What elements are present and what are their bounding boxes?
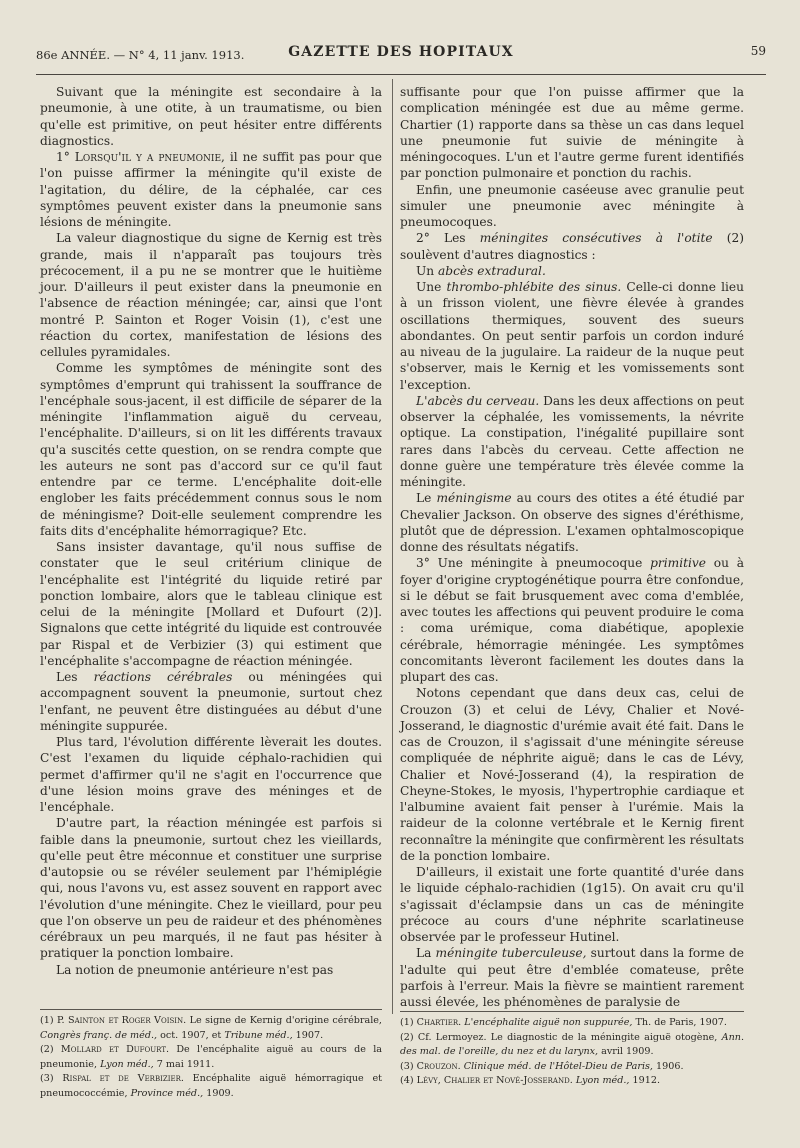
paragraph <box>40 734 382 815</box>
footnote-text: avril 1909. <box>598 1046 654 1058</box>
footnote <box>400 1016 744 1031</box>
footnotes-right <box>400 1016 744 1089</box>
paragraph-text: (2) soulèvent d'autres diagnostics : <box>400 231 744 262</box>
emphasis: méningites consécutives à l'otite <box>479 231 713 246</box>
paragraph-text: Notons cependant que dans deux cas, celui de Crouzon (3) et celui de Lévy, Chalier et Nové-Josserand, le diagnostic d'urémie avait été fait. Dans le cas de Crouzon, il s'agissait d'une méningite séreuse compliquée de néphrite aiguë; dans le cas de Lévy, Chalier et Nové-Josserand (4), la respiration de Cheyne-Stokes, le myosis, l'hypertrophie cardiaque et l'albumine avaient fait penser à l'urémie. Mais la raideur de la colonne vertébrale et le Kernig firent reconnaître la méningite que confirmèrent les résultats de la ponction lombaire. <box>400 686 744 863</box>
paragraph-text: Dans les deux affections on peut observer la céphalée, les vomissements, la névrite optique. La constipation, l'inégalité pupillaire sont rares dans l'abcès du cerveau. Cette affection ne donne guère une température très élevée comme la méningite. <box>400 393 745 489</box>
footnote-authors: Crouzon. <box>416 1060 461 1072</box>
footnote-text: 1912. <box>629 1075 660 1087</box>
footnote-number: (2) <box>400 1031 418 1043</box>
footnote <box>400 1060 744 1075</box>
footnote-number: (3) <box>40 1073 63 1085</box>
footnote-number: (1) <box>40 1015 58 1026</box>
footnote-text: Cf. Lermoyez. Le diagnostic de la méningite aiguë otogène, <box>417 1031 722 1043</box>
paragraph-text: ou à foyer d'origine cryptogénétique pourra être confondue, si le début se fait brusquement avec coma d'emblée, avec toutes les affections qui peuvent produire le coma : coma urémique, coma diabétique, apoplexie cérébrale, hémorragie méningée. Les symptômes concomitants lèveront facilement les doutes dans la plupart des cas. <box>400 556 744 684</box>
emphasis: méningite tuberculeuse, <box>435 946 587 961</box>
paragraph-text: surtout dans la forme de l'adulte qui peut être d'emblée comateuse, prête parfois à l'erreur. Mais la fièvre se maintient rarement aussi élevée, les phénomènes de paralysie de <box>400 946 745 1009</box>
footnote <box>40 1043 382 1072</box>
paragraph-text: ou méningées qui accompagnent souvent la pneumonie, surtout chez l'enfant, ne peuvent être distinguées au début d'une méningite suppurée. <box>40 670 382 733</box>
right-column <box>400 84 744 1010</box>
footnote-authors: P. Sainton et Roger Voisin. <box>57 1015 187 1026</box>
footnote-text: Th. de Paris, 1907. <box>632 1017 727 1028</box>
footnote-source: Ann. des mal. de l'oreille, du nez et du larynx, <box>400 1031 744 1058</box>
page-header <box>36 40 766 70</box>
paragraph <box>40 84 382 149</box>
paragraph <box>40 815 382 961</box>
paragraph-text: La valeur diagnostique du signe de Kernig est très grande, mais il n'apparaît pas toujours très précocement, il a pu ne se montrer que le huitième jour. D'ailleurs il peut exister dans la pneumonie en l'absence de réaction méningée; car, ainsi que l'ont montré P. Sainton et Roger Voisin (1), c'est une réaction du cortex, manifestation de lésions des cellules pyramidales. <box>40 231 382 359</box>
footnote-text: Le signe de Kernig d'origine cérébrale, <box>186 1015 382 1026</box>
paragraph-text: Sans insister davantage, qu'il nous suffise de constater que le seul critérium clinique de l'encéphalite est l'intégrité du liquide retiré par ponction lombaire, alors que le tableau clinique est celui de la méningite [Mollard et Dufourt (2)]. Signalons que cette intégrité du liquide est controuvée par Rispal et de Verbizier (3) qui estiment que l'encéphalite s'accompagne de réaction méningée. <box>40 540 382 668</box>
paragraph <box>400 490 744 555</box>
paragraph-text: Comme les symptômes de méningite sont des symptômes d'emprunt qui trahissent la souffrance de l'encéphale sous-jacent, il est difficile de séparer de la méningite l'inflammation aiguë du cerveau, l'encéphalite. D'ailleurs, si on lit les différents travaux qu'a suscités cette question, on se rendra compte que les auteurs ne sont pas d'accord sur ce qu'il faut entendre par ce terme. L'encéphalite doit-elle englober les faits précédemment connus sous le nom de méningisme? Doit-elle seulement comprendre les faits dits d'encéphalite hémorragique? Etc. <box>40 361 382 538</box>
footnote-source: Clinique méd. de l'Hôtel-Dieu de Paris, <box>463 1060 653 1072</box>
emphasis: abcès extradural. <box>438 263 546 278</box>
paragraph <box>400 263 744 279</box>
paragraph <box>40 539 382 669</box>
paragraph <box>40 962 382 978</box>
paragraph <box>40 149 382 230</box>
paragraph <box>400 555 744 685</box>
paragraph-text: D'ailleurs, il existait une forte quantité d'urée dans le liquide céphalo-rachidien (1g15). On avait cru qu'il s'agissait d'éclampsie dans un cas de méningite précoce au cours d'une néphrite scarlatineuse observée par le professeur Hutinel. <box>400 865 744 944</box>
emphasis: primitive <box>650 556 706 571</box>
paragraph <box>400 945 744 1010</box>
paragraph <box>400 864 744 945</box>
paragraph-text: au cours des otites a été étudié par Chevalier Jackson. On observe des signes d'éréthisme, plutôt que de dépression. L'examen ophtalmoscopique donne des résultats négatifs. <box>400 491 744 554</box>
paragraph-text: Celle-ci donne lieu à un frisson violent, une fièvre élevée à grandes oscillations thermiques, souvent des sueurs abondantes. On peut sentir parfois un cordon induré au niveau de la jugulaire. La raideur de la nuque peut s'observer, mais le Kernig et les vomissements sont l'exception. <box>400 280 744 392</box>
paragraph-text: Les <box>56 670 94 684</box>
emphasis: thrombo-phlébite des sinus. <box>446 280 622 294</box>
footnote-source: Province méd., <box>130 1087 204 1099</box>
emphasis: L'abcès du cerveau. <box>416 393 540 408</box>
footnote-text: Encéphalite aiguë hémorragique et pneumococcémie, <box>40 1073 382 1099</box>
paragraph <box>400 230 744 263</box>
footnote <box>400 1074 744 1089</box>
column-divider <box>392 79 393 1014</box>
paragraph <box>400 685 744 864</box>
emphasis: méningisme <box>436 491 512 506</box>
page-number: 59 <box>750 44 766 58</box>
paragraph <box>40 360 382 539</box>
footnote <box>40 1072 382 1101</box>
header-rule <box>36 74 766 75</box>
paragraph-text: D'autre part, la réaction méningée est parfois si faible dans la pneumonie, surtout chez les vieillards, qu'elle peut être méconnue et constituer une surprise d'autopsie ou se révéler seulement par l'hémiplégie qui, nous l'avons vu, est assez souvent en rapport avec l'évolution d'une méningite. Chez le vieillard, pour peu que l'on observe un peu de raideur et des phénomènes cérébraux un peu marqués, il ne faut pas hésiter à pratiquer la ponction lombaire. <box>40 816 382 961</box>
footnotes-left <box>40 1014 382 1102</box>
paragraph-text: il ne suffit pas pour que l'on puisse affirmer la méningite qu'il existe de l'agitation, du délire, de la céphalée, car ces symptômes peuvent exister dans la pneumonie sans lésions de méningite. <box>40 150 382 229</box>
footnote-text: 1906. <box>653 1060 684 1072</box>
paragraph <box>400 393 744 491</box>
paragraph-text: Le <box>416 491 437 506</box>
paragraph-text: Plus tard, l'évolution différente lèverait les doutes. C'est l'examen du liquide céphalo-rachidien qui permet d'affirmer qu'il ne s'agit en l'occurrence que d'une lésion moins grave des méninges et de l'encéphale. <box>40 735 382 814</box>
paragraph-text: La notion de pneumonie antérieure n'est pas <box>56 962 334 977</box>
footnote-number: (1) <box>400 1017 417 1028</box>
paragraph <box>400 279 744 393</box>
footnote <box>400 1031 744 1060</box>
footnote-authors: Lévy, Chalier et Nové-Josserand. <box>416 1075 573 1087</box>
footnote-authors: Rispal et de Verbizier. <box>62 1073 184 1085</box>
footnote-number: (3) <box>400 1060 417 1072</box>
paragraph <box>400 84 744 182</box>
footnote-text: De l'encéphalite aiguë au cours de la pneumonie, <box>40 1044 382 1070</box>
footnote-rule-left <box>40 1009 382 1010</box>
footnote-number: (2) <box>40 1044 61 1056</box>
issue-info: 86e ANNÉE. — N° 4, 11 janv. 1913. <box>36 48 245 62</box>
footnote-source: L'encéphalite aiguë non suppurée, <box>464 1017 633 1028</box>
paragraph-text: La <box>416 946 436 961</box>
paragraph-text: Une <box>416 280 447 294</box>
paragraph-lead: 1° Lorsqu'il y a pneumonie, <box>56 150 225 164</box>
footnote-text: 1907. <box>292 1029 324 1041</box>
left-column <box>40 84 382 978</box>
paragraph-text: 2° Les <box>416 231 480 246</box>
paragraph-text: suffisante pour que l'on puisse affirmer que la complication méningée est due au même germe. Chartier (1) rapporte dans sa thèse un cas dans lequel une pneumonie fut suivie de méningite à méningocoques. L'un et l'autre germe furent identifiés par ponction pulmonaire et ponction du rachis. <box>400 85 744 181</box>
footnote-source: Lyon méd., <box>100 1058 154 1070</box>
footnote-text: 1909. <box>203 1087 234 1099</box>
paragraph <box>40 230 382 360</box>
paragraph-text: Un <box>416 263 438 278</box>
paragraph-text: Suivant que la méningite est secondaire à la pneumonie, à une otite, à un traumatisme, ou bien qu'elle est primitive, on peut hésiter entre différents diagnostics. <box>40 85 382 148</box>
footnote-source: Lyon méd., <box>575 1075 630 1087</box>
footnote <box>40 1014 382 1043</box>
footnote-text: 7 mai 1911. <box>153 1058 215 1070</box>
paragraph <box>40 669 382 734</box>
footnote-authors: Chartier. <box>416 1017 462 1028</box>
footnote-source: Tribune méd., <box>224 1029 293 1041</box>
footnote-rule-right <box>400 1011 744 1012</box>
footnote-authors: Mollard et Dufourt. <box>60 1044 170 1056</box>
footnote-number: (4) <box>400 1075 417 1087</box>
footnote-text: oct. 1907, et <box>157 1029 225 1041</box>
journal-title: GAZETTE DES HOPITAUX <box>288 44 514 60</box>
paragraph <box>400 182 744 231</box>
paragraph-text: 3° Une méningite à pneumocoque <box>416 556 651 571</box>
footnote-source: Congrès franç. de méd., <box>40 1029 158 1041</box>
paragraph-text: Enfin, une pneumonie caséeuse avec granulie peut simuler une pneumonie avec méningite à pneumocoques. <box>400 182 744 229</box>
emphasis: réactions cérébrales <box>93 670 233 684</box>
